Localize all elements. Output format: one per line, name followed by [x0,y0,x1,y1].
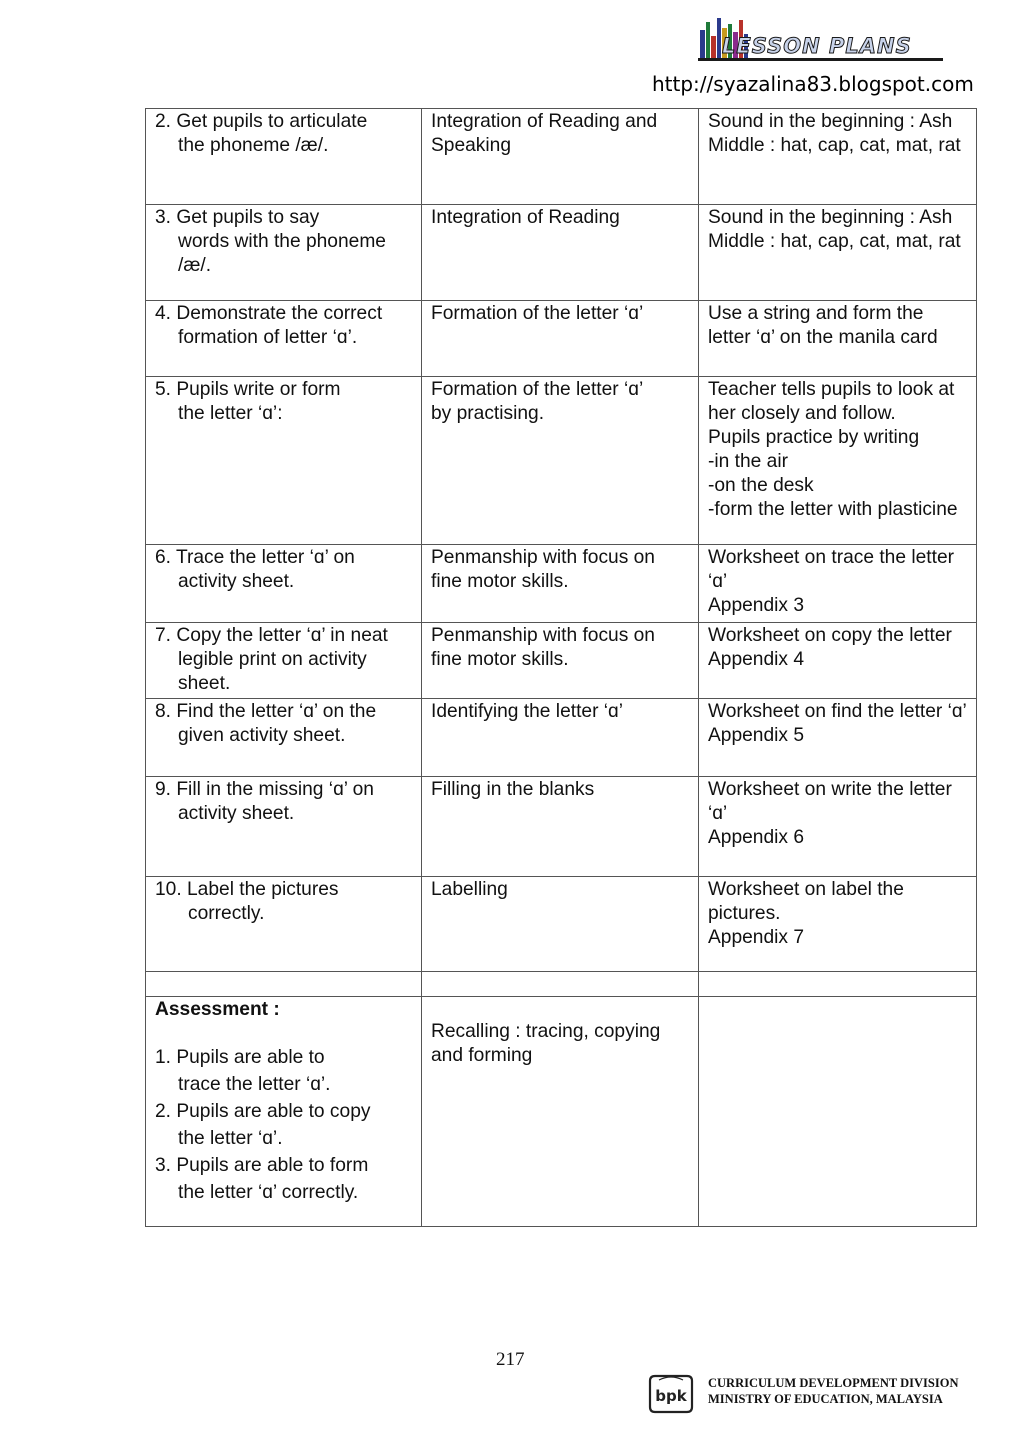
resources-cell [699,699,977,777]
table-row [146,972,977,997]
step-cell [146,205,422,301]
resources-text: Sound in the beginning : Ash Middle : hat, cap, cat, mat, rat [708,111,961,156]
bpk-logo-text: bpk [655,1387,687,1405]
blog-url: http://syazalina83.blogspot.com [652,72,974,96]
page-number: 217 [496,1349,525,1370]
resources-text: Worksheet on label the pictures. Appendix 7 [708,879,904,948]
assessment-resources-cell [699,997,977,1227]
assessment-item: 1. Pupils are able to trace the letter ‘ɑ’. [155,1047,331,1095]
focus-cell [422,699,699,777]
assessment-row [146,997,977,1227]
resources-text: Worksheet on copy the letter Appendix 4 [708,625,952,670]
resources-cell [699,377,977,545]
table-row [146,877,977,972]
focus-cell [422,205,699,301]
focus-text: Penmanship with focus on fine motor skills. [431,625,655,670]
step-cell [146,623,422,699]
step-cell [146,699,422,777]
focus-text: Penmanship with focus on fine motor skills. [431,547,655,592]
step-text: 2. Get pupils to articulate the phoneme /æ/. [155,111,368,156]
focus-text: Integration of Reading and Speaking [431,111,658,156]
focus-cell [422,109,699,205]
table-row [146,205,977,301]
focus-text: Labelling [431,879,508,900]
step-cell [146,377,422,545]
table-row [146,377,977,545]
step-cell [146,109,422,205]
table-row [146,623,977,699]
focus-text: Formation of the letter ‘ɑ’ by practising. [431,379,644,424]
step-text: 5. Pupils write or form the letter ‘ɑ’: [155,379,341,424]
resources-text: Use a string and form the letter ‘ɑ’ on the manila card [708,303,938,348]
resources-cell [699,205,977,301]
resources-cell [699,301,977,377]
focus-text: Filling in the blanks [431,779,595,800]
footer-line-1: CURRICULUM DEVELOPMENT DIVISION [708,1376,959,1390]
resources-text: Worksheet on find the letter ‘ɑ’ Appendix 5 [708,701,967,746]
assessment-item: 3. Pupils are able to form the letter ‘ɑ’ correctly. [155,1155,369,1203]
focus-cell [422,972,699,997]
resources-cell [699,972,977,997]
table-row [146,301,977,377]
table-row [146,545,977,623]
resources-text: Teacher tells pupils to look at her closely and follow. Pupils practice by writing -in the air -on the desk -form the letter with plasticine [708,379,958,520]
resources-cell [699,623,977,699]
assessment-heading: Assessment : [155,999,280,1020]
table-row [146,777,977,877]
resources-text: Worksheet on trace the letter ‘ɑ’ Appendix 3 [708,547,955,616]
logo-text: LESSON PLANS [722,34,912,58]
bpk-logo [647,1372,695,1416]
resources-cell [699,777,977,877]
focus-cell [422,877,699,972]
resources-cell [699,545,977,623]
footer-text [708,1375,959,1407]
step-text: 6. Trace the letter ‘ɑ’ on activity sheet. [155,547,355,592]
focus-cell [422,623,699,699]
table-row [146,699,977,777]
footer-line-2: MINISTRY OF EDUCATION, MALAYSIA [708,1392,943,1406]
step-text: 3. Get pupils to say words with the phoneme /æ/. [155,207,386,276]
step-text: 9. Fill in the missing ‘ɑ’ on activity sheet. [155,779,374,824]
step-cell [146,877,422,972]
step-cell [146,972,422,997]
focus-cell [422,377,699,545]
assessment-focus: Recalling : tracing, copying and forming [431,1021,661,1066]
focus-cell [422,301,699,377]
step-cell [146,545,422,623]
assessment-item: 2. Pupils are able to copy the letter ‘ɑ’. [155,1101,371,1149]
lesson-plan-table [145,108,977,1227]
resources-cell [699,877,977,972]
focus-text: Formation of the letter ‘ɑ’ [431,303,644,324]
table-row [146,109,977,205]
resources-cell [699,109,977,205]
assessment-focus-cell [422,997,699,1227]
lesson-plan-body [146,109,977,997]
focus-text: Identifying the letter ‘ɑ’ [431,701,623,722]
step-cell [146,301,422,377]
step-text: 10. Label the pictures correctly. [155,879,339,924]
focus-cell [422,777,699,877]
step-text: 4. Demonstrate the correct formation of letter ‘ɑ’. [155,303,383,348]
focus-cell [422,545,699,623]
focus-text: Integration of Reading [431,207,620,228]
resources-text: Sound in the beginning : Ash Middle : hat, cap, cat, mat, rat [708,207,961,252]
step-text: 8. Find the letter ‘ɑ’ on the given activity sheet. [155,701,377,746]
resources-text: Worksheet on write the letter ‘ɑ’ Appendix 6 [708,779,952,848]
step-text: 7. Copy the letter ‘ɑ’ in neat legible print on activity sheet. [155,625,388,694]
assessment-cell [146,997,422,1227]
step-cell [146,777,422,877]
